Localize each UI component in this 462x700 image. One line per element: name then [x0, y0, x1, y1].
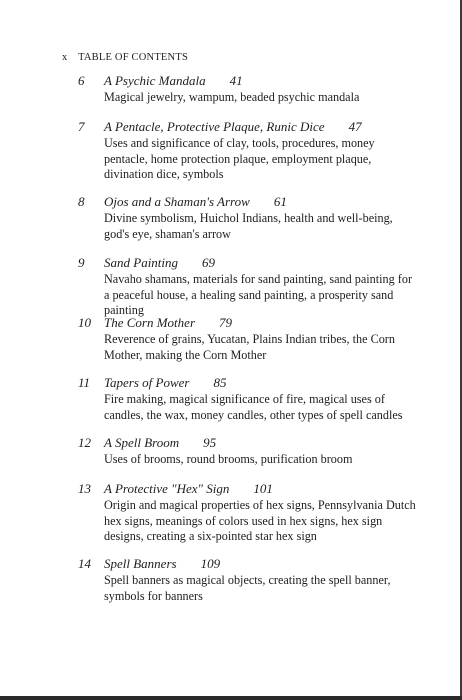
- running-head-page-number: x: [62, 52, 68, 63]
- entry-title: A Protective "Hex" Sign: [104, 481, 230, 496]
- running-head-title: TABLE OF CONTENTS: [78, 52, 188, 63]
- entry-title: Ojos and a Shaman's Arrow: [104, 194, 250, 209]
- entry-title: A Spell Broom: [104, 435, 180, 450]
- entry-page: 69: [202, 255, 216, 270]
- entry-number: 10: [78, 315, 91, 330]
- entry-title-line: [104, 375, 226, 391]
- entry-description: Reverence of grains, Yucatan, Plains Indian tribes, the Corn Mother, making the Corn Mother: [104, 332, 395, 362]
- entry-title-line: [104, 255, 215, 271]
- entry-number: 11: [78, 375, 91, 390]
- entry-title-line: [104, 315, 232, 331]
- entry-title: The Corn Mother: [104, 315, 195, 330]
- entry-number: 9: [78, 255, 85, 270]
- page-bottom-edge: [0, 696, 462, 700]
- entry-title-line: [104, 119, 362, 135]
- entry-page: 61: [273, 194, 287, 209]
- entry-page: 47: [348, 119, 362, 134]
- entry-number: 7: [78, 119, 85, 134]
- entry-title-line: [104, 556, 220, 572]
- entry-number: 12: [78, 435, 91, 450]
- entry-description: Uses and significance of clay, tools, procedures, money pentacle, home protection plaque, employment plaque, divination dice, symbols: [104, 136, 375, 181]
- entry-description: Origin and magical properties of hex signs, Pennsylvania Dutch hex signs, meanings of colors used in hex signs, hex sign designs, creating a six-pointed star hex sign: [104, 498, 416, 543]
- entry-page: 79: [219, 315, 232, 330]
- entry-description: Magical jewelry, wampum, beaded psychic mandala: [104, 90, 360, 104]
- entry-number: 13: [78, 481, 91, 496]
- entry-title: Spell Banners: [104, 556, 177, 571]
- entry-description: Navaho shamans, materials for sand painting, sand painting for a peaceful house, a healing sand painting, a prosperity sand painting: [104, 272, 412, 317]
- running-head: [62, 52, 188, 63]
- entry-number: 8: [78, 194, 85, 209]
- entry-number: 14: [78, 556, 91, 571]
- entry-page: 95: [203, 435, 217, 450]
- entry-description: Fire making, magical significance of fire, magical uses of candles, the wax, money candles, other types of spell candles: [104, 392, 403, 422]
- entry-description: Uses of brooms, round brooms, purification broom: [104, 452, 353, 466]
- entry-page: 109: [200, 556, 221, 571]
- entry-title: Sand Painting: [104, 255, 179, 270]
- entry-title-line: [104, 481, 273, 497]
- entry-page: 85: [213, 375, 227, 390]
- entry-page: 101: [253, 481, 273, 496]
- entry-title-line: [104, 435, 216, 451]
- entry-title: Tapers of Power: [104, 375, 190, 390]
- entry-number: 6: [78, 73, 85, 88]
- entry-title: A Psychic Mandala: [104, 73, 206, 88]
- entry-page: 41: [229, 73, 243, 88]
- entry-title-line: [104, 194, 287, 210]
- entry-title-line: [104, 73, 243, 89]
- entry-description: Spell banners as magical objects, creating the spell banner, symbols for banners: [104, 573, 391, 603]
- entry-title: A Pentacle, Protective Plaque, Runic Dice: [104, 119, 325, 134]
- entry-description: Divine symbolism, Huichol Indians, health and well-being, god's eye, shaman's arrow: [104, 211, 393, 241]
